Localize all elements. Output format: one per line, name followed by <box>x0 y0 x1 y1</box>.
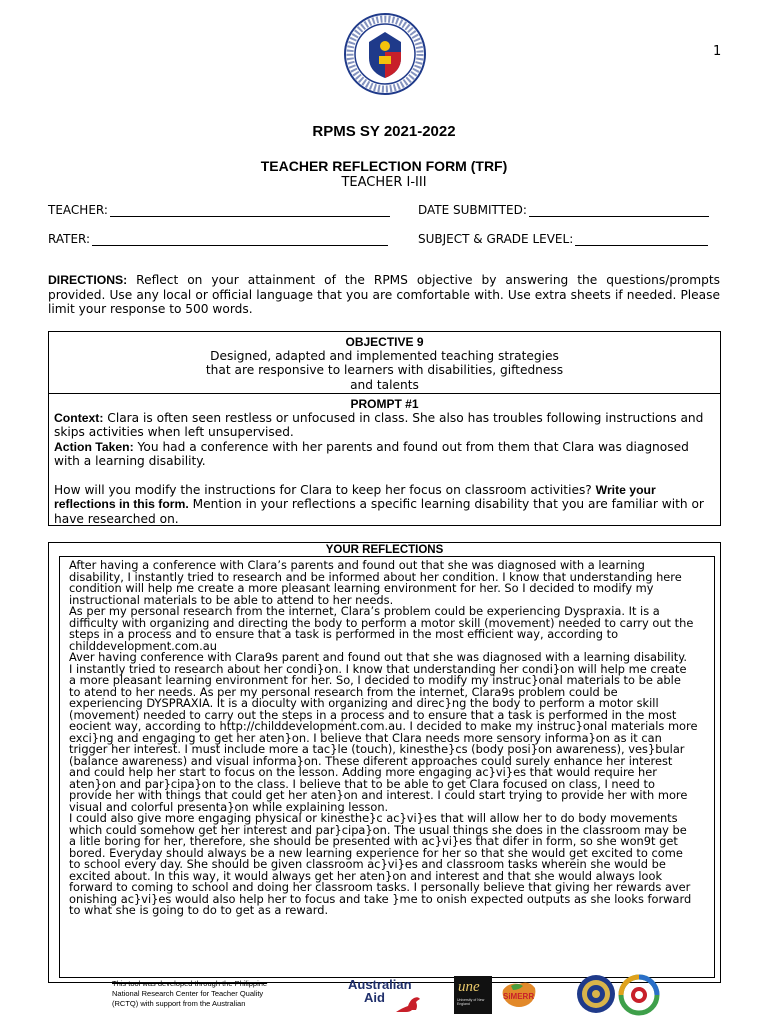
prompt-body <box>54 411 716 526</box>
page-number: 1 <box>713 44 722 59</box>
deped-seal-logo <box>343 12 427 96</box>
objective-divider <box>49 393 720 394</box>
rater-field <box>48 232 388 246</box>
action-text: You had a conference with her parents and found out from them that Clara was diagnosed with a learning disability. <box>54 439 689 469</box>
reflections-text: After having a conference with Clara’s parents and found out that she was diagnosed with a learning disability, I instantly tried to research and be informed about her condition. I know that understanding here condition will help me create a more pleasant learning environment for her. So I decided to modify my instructional materials to be able to attend to her needs. As per my personal research from the internet, Clara’s problem could be experiencing Dyspraxia. It is a difficulty with organizing and directing the body to perform a motor skill (movement) needed to carry out the steps in a process and to ensure that a task is performed in the most efficient way, according to childdevelopment.com.au Aver having conference with Clara9s parent and found out that she was diagnosed with a learning disability. I instantly tried to research about her condi}on. I know that understanding her condi}on will help me create a more pleasant learning environment for her. So, I decided to modify my instruc}onal materials to be able to atend to her needs. As per my personal research from the internet, Clara9s problem could be experiencing DYSPRAXIA. It is a dioculty with organizing and direc}ng the body to perform a motor skill (movement) needed to carry out the steps in a process and to ensure that a task is performed in the most eocient way, according to http://childdevelopment.com.au. I decided to make my instruc}onal materials more exci}ng and engaging to get her aten}on. I believe that Clara needs more sensory informa}on as it can trigger her interest. I must include more a tac}le (touch), kinesthe}cs (body posi}on awareness), ves}bular (balance awareness) and visual informa}on. These diferent approaches could surely enhance her interest and could help her start to focus on the lesson. Adding more engaging ac}vi}es that would require her aten}on and par}cipa}on to the class. I believe that to be able to get Clara focused on class, I need to provide her with things that could get her aten}on and interest. I could start trying to provide her with more visual and colorful presenta}on while explaining lesson. I could also give more engaging physical or kinesthe}c ac}vi}es that will allow her to do body movements which could somehow get her interest and par}cipa}on. The usual things she does in the classroom may be a litle boring for her, therefore, she should be presented with ac}vi}es that difer in form, so she won9t get bored. Everyday should always be a new learning experience for her so that she would get excited to come to school every day. She should be given classroom ac}vi}es and classroom tasks wherein she would be excited about. In this way, it would always get her aten}on and interest and that she would always look forward to coming to school and doing her classroom tasks. I personally believe that giving her rewards aver onishing ac}vi}es would also help her to focus and take }me to onish expected outputs as she looks forward to what she is going to do to get as a reward. <box>69 558 698 917</box>
context-label: Context: <box>54 411 104 425</box>
date-submitted-label: DATE SUBMITTED: <box>418 203 527 217</box>
subject-grade-input[interactable] <box>575 235 708 246</box>
australian-aid-logo <box>348 978 428 1014</box>
rater-input[interactable] <box>92 235 388 246</box>
objective-line: that are responsive to learners with disabilities, giftedness <box>205 363 564 378</box>
form-title: TEACHER REFLECTION FORM (TRF) <box>260 158 508 174</box>
australian-aid-line: Australian <box>348 977 412 992</box>
date-submitted-input[interactable] <box>529 206 709 217</box>
australian-aid-line: Aid <box>364 990 385 1005</box>
une-logo <box>454 976 492 1014</box>
subject-grade-label: SUBJECT & GRADE LEVEL: <box>418 232 574 246</box>
objective-box <box>48 331 721 526</box>
question-bold: Write your reflections in this form. <box>54 483 656 512</box>
partner-ring-logo <box>618 974 660 1016</box>
une-logo-text: une <box>458 979 480 995</box>
question-text: How will you modify the instructions for Clara to keep her focus on classroom activities? <box>54 483 596 498</box>
objective-description <box>49 349 720 392</box>
footer-note-line: This tool was developed through the Philippine <box>112 979 268 988</box>
reflections-box <box>48 542 721 983</box>
teacher-field <box>48 203 390 217</box>
rater-label: RATER: <box>48 232 91 246</box>
action-label: Action Taken: <box>54 439 134 454</box>
prompt-context <box>54 411 716 440</box>
footer-note-line: National Research Center for Teacher Quality <box>112 989 264 998</box>
context-text: Clara is often seen restless or unfocused in class. She also has troubles following instructions and skips activities when left unsupervised. <box>54 411 704 440</box>
directions <box>48 273 720 317</box>
footer-note <box>112 979 332 1009</box>
directions-label: DIRECTIONS: <box>48 273 128 287</box>
question-tail: Mention in your reflections a specific learning disability that you are familiar with or have researched on. <box>54 497 704 526</box>
form-subtitle: TEACHER I-III <box>341 175 427 190</box>
directions-text: Reflect on your attainment of the RPMS objective by answering the questions/prompts provided. Use any local or official language that you are comfortable with. Use extra sheets if needed. Please limit your response to 500 words. <box>48 273 720 316</box>
prompt-question <box>54 483 716 526</box>
kangaroo-icon <box>394 994 424 1014</box>
reflections-title: YOUR REFLECTIONS <box>325 544 444 556</box>
une-subtitle: University of New England <box>457 998 485 1006</box>
objective-line: and talents <box>350 377 419 392</box>
teacher-label: TEACHER: <box>48 203 108 217</box>
rctq-seal-logo <box>576 974 616 1014</box>
prompt-title: PROMPT #1 <box>350 397 419 411</box>
teacher-input[interactable] <box>110 206 390 217</box>
objective-line: Designed, adapted and implemented teaching strategies <box>210 349 559 363</box>
reflections-textbox[interactable] <box>59 556 715 978</box>
objective-title: OBJECTIVE 9 <box>345 335 424 349</box>
date-submitted-field <box>418 203 709 217</box>
subject-grade-field <box>418 232 708 246</box>
rpms-title: RPMS SY 2021-2022 <box>312 123 456 140</box>
simerr-text: SiMERR <box>503 992 535 1001</box>
simerr-logo <box>499 978 539 1012</box>
footer-note-line: (RCTQ) with support from the Australian <box>112 999 246 1008</box>
prompt-action <box>54 440 716 469</box>
